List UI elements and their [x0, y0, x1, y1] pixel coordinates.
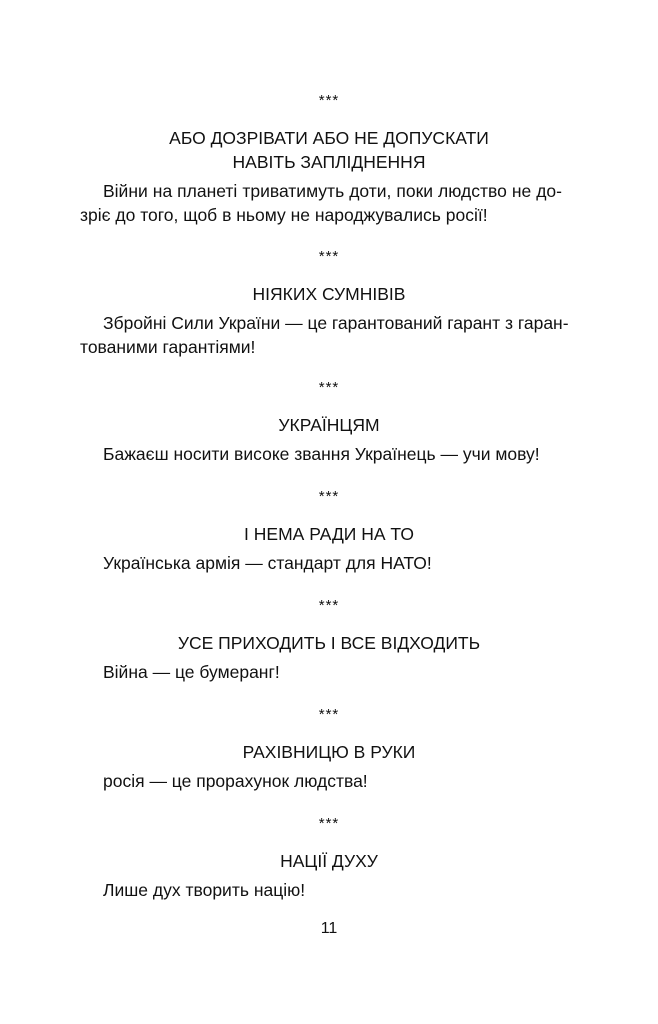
section-title: УСЕ ПРИХОДИТЬ І ВСЕ ВІДХОДИТЬ	[177, 633, 481, 653]
section-separator: ***	[318, 597, 340, 614]
section-title: НІЯКИХ СУМНІВІВ	[252, 284, 406, 304]
body-line: зріє до того, щоб в ньому не народжувались росії!	[80, 205, 488, 225]
body-line: Збройні Сили України — це гарантований гарант з гаран-	[103, 313, 569, 333]
body-line: Лише дух творить націю!	[103, 880, 306, 900]
body-line: Війна — це бумеранг!	[103, 662, 280, 682]
section-title: АБО ДОЗРІВАТИ АБО НЕ ДОПУСКАТИ	[169, 128, 489, 148]
section-separator: ***	[318, 815, 340, 832]
section-separator: ***	[318, 92, 340, 109]
body-line: Бажаєш носити високе звання Українець — учи мову!	[103, 444, 540, 464]
body-line: Українська армія — стандарт для НАТО!	[103, 553, 432, 573]
page-number: 11	[320, 920, 338, 937]
section-separator: ***	[318, 379, 340, 396]
section-separator: ***	[318, 488, 340, 505]
body-line: тованими гарантіями!	[80, 337, 256, 357]
section-title: УКРАЇНЦЯМ	[278, 415, 380, 435]
section-separator: ***	[318, 248, 340, 265]
section-title: НАВІТЬ ЗАПЛІДНЕННЯ	[232, 152, 426, 172]
body-line: Війни на планеті триватимуть доти, поки людство не до-	[103, 181, 562, 201]
section-title: І НЕМА РАДИ НА ТО	[244, 524, 414, 544]
section-title: РАХІВНИЦЮ В РУКИ	[242, 742, 416, 762]
section-separator: ***	[318, 706, 340, 723]
section-title: НАЦІЇ ДУХУ	[280, 851, 378, 871]
body-line: росія — це прорахунок людства!	[103, 771, 368, 791]
